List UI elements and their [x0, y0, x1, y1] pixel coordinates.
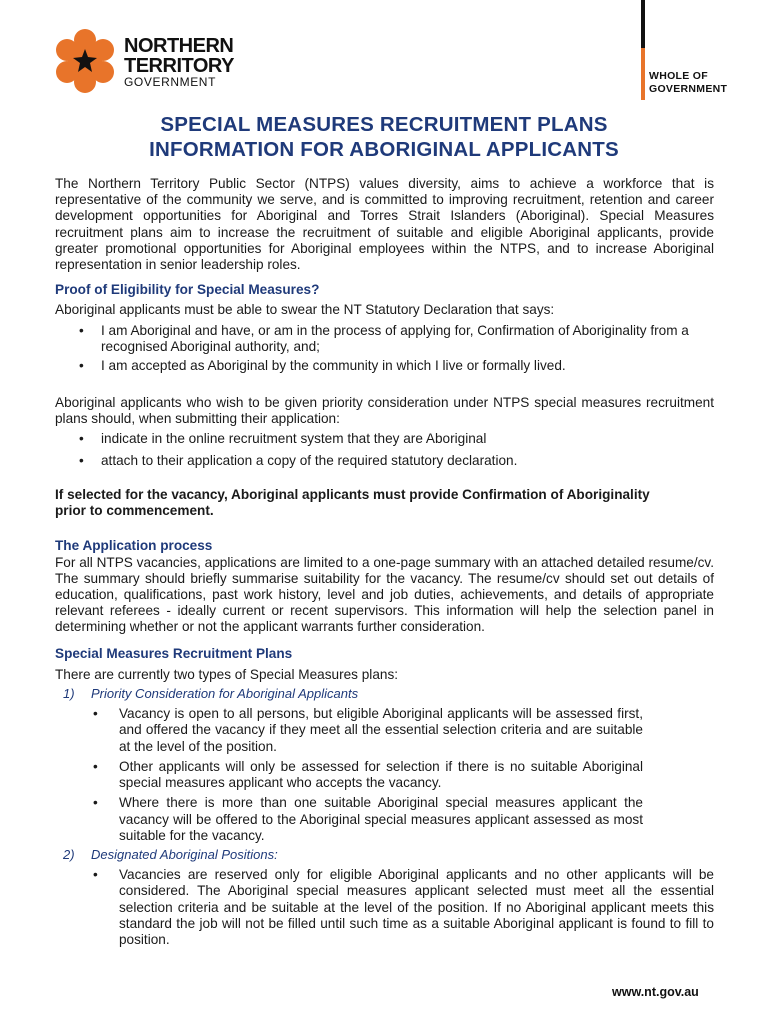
eligibility-list — [55, 323, 714, 375]
plans-heading: Special Measures Recruitment Plans — [55, 645, 293, 661]
plan-type-1-list — [55, 706, 643, 844]
eligibility-lead: Aboriginal applicants must be able to swear the NT Statutory Declaration that says: — [55, 302, 555, 318]
header-divider-black — [641, 0, 645, 48]
eligibility-heading: Proof of Eligibility for Special Measures? — [55, 282, 320, 298]
plan-type-1-heading — [55, 686, 714, 702]
application-heading: The Application process — [55, 538, 213, 554]
logo-line3: GOVERNMENT — [124, 75, 217, 89]
list-item: • Vacancies are reserved only for eligible Aboriginal applicants and no other applicants will be considered. The Aboriginal special measures applicant selected must meet all the essential selection criteria and be suitable at the level of the position. If no Aboriginal applicant meets this standard the job will not be filled until such time as a suitable Aboriginal applicant is found to fill to position. — [55, 867, 714, 948]
desert-rose-icon — [52, 28, 118, 94]
list-item: • Other applicants will only be assessed for selection if there is no suitable Aboriginal special measures applicant who accepts the vacancy. — [55, 759, 643, 791]
document-body — [55, 176, 714, 948]
aboriginality-notice — [55, 487, 714, 519]
priority-lead: Aboriginal applicants who wish to be given priority consideration under NTPS special measures recruitment plans should, when submitting their application: — [55, 395, 714, 427]
logo-line2: TERRITORY — [124, 55, 234, 77]
title-line2: INFORMATION FOR ABORIGINAL APPLICANTS — [149, 138, 619, 161]
page-title — [0, 112, 768, 162]
header-divider-orange — [641, 48, 645, 100]
priority-list — [55, 431, 714, 469]
intro-paragraph: The Northern Territory Public Sector (NTPS) values diversity, aims to achieve a workforce that is representative of the community we serve, and is committed to improving recruitment, retention and career development opportunities for Aboriginal and Torres Strait Islanders (Aboriginal). Special Measures recruitment plans aim to increase the recruitment of suitable and eligible Aboriginal applicants, provide greater promotional opportunities for Aboriginal employees within the NTPS, and to increase Aboriginal representation in senior leadership roles. — [55, 176, 714, 273]
whole-of-government-label — [649, 70, 727, 96]
label-line2: GOVERNMENT — [649, 83, 728, 95]
list-item: • Where there is more than one suitable Aboriginal special measures applicant the vacancy will be offered to the Aboriginal special measures applicant assessed as most suitable for the vacancy. — [55, 795, 643, 844]
list-item: • I am Aboriginal and have, or am in the process of applying for, Confirmation of Aboriginality from a recognised Aboriginal authority, and; — [55, 323, 714, 355]
notice-line2: prior to commencement. — [55, 503, 214, 519]
plan-type-1-number: 1) — [63, 686, 75, 702]
application-body: For all NTPS vacancies, applications are limited to a one-page summary with an attached detailed resume/cv. The summary should briefly summarise suitability for the vacancy. The resume/cv should set out details of education, qualifications, past work history, level and job duties, achievements, and details of appropriate relevant referees - ideally current or recent supervisors. This information will help the selection panel in determining whether or not the applicant warrants further consideration. — [55, 554, 714, 635]
list-item: • Vacancy is open to all persons, but eligible Aboriginal applicants will be assessed first, and offered the vacancy if they meet all the essential selection criteria and are suitable at the level of the position. — [55, 706, 643, 755]
notice-line1: If selected for the vacancy, Aboriginal applicants must provide Confirmation of Aboriginality — [55, 487, 650, 503]
list-item: • attach to their application a copy of the required statutory declaration. — [55, 453, 714, 469]
plan-type-2-heading — [55, 847, 714, 863]
plan-type-1-title: Priority Consideration for Aboriginal Applicants — [91, 686, 359, 702]
title-line1: SPECIAL MEASURES RECRUITMENT PLANS — [160, 113, 608, 136]
footer-url[interactable]: www.nt.gov.au — [612, 985, 699, 999]
list-item: • I am accepted as Aboriginal by the community in which I live or formally lived. — [55, 358, 714, 374]
plans-lead: There are currently two types of Special Measures plans: — [55, 666, 399, 682]
label-line1: WHOLE OF — [649, 70, 708, 82]
plan-type-2-title: Designated Aboriginal Positions: — [91, 846, 278, 862]
list-item: • indicate in the online recruitment system that they are Aboriginal — [55, 431, 714, 447]
logo-line1: NORTHERN — [124, 35, 234, 57]
nt-government-logo — [52, 28, 252, 98]
plan-type-2-list — [55, 867, 714, 948]
plan-type-2-number: 2) — [63, 846, 75, 862]
